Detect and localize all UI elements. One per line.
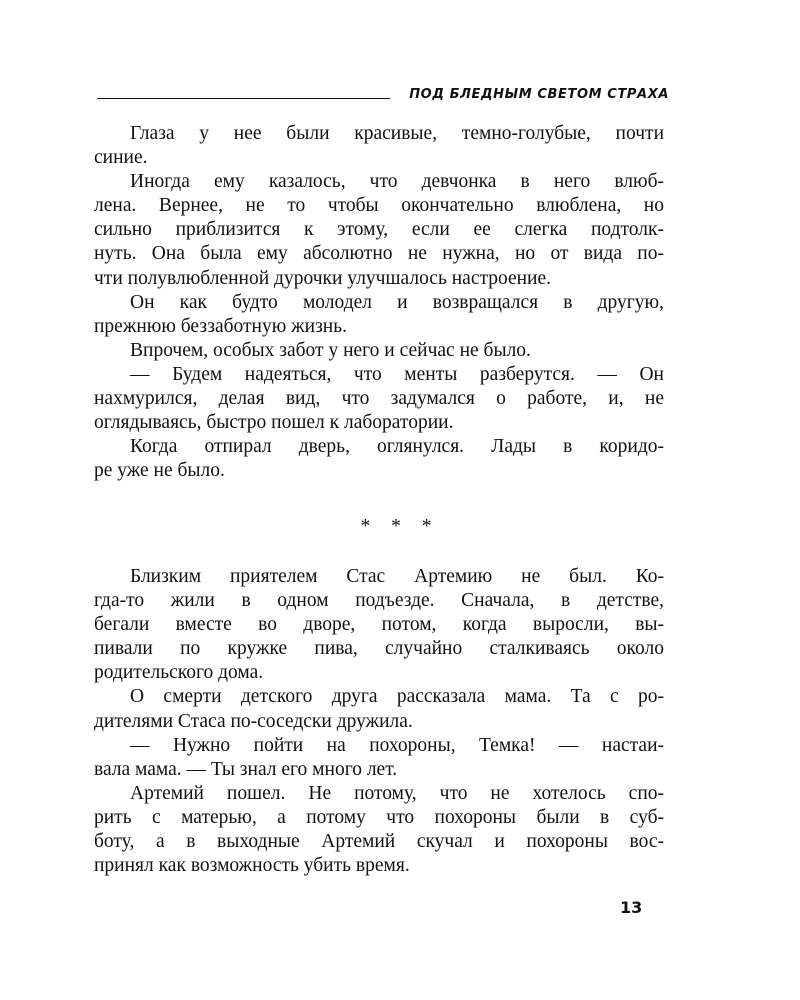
text-line: Иногда ему казалось, что девчонка в него влюб- <box>130 171 664 193</box>
running-header-title: ПОД БЛЕДНЫМ СВЕТОМ СТРАХА <box>409 87 669 102</box>
text-line: лена. Вернее, не то чтобы окончательно влюблена, но <box>94 195 664 217</box>
text-line: пивали по кружке пива, случайно сталкиваясь около <box>94 638 664 660</box>
text-line: гда-то жили в одном подъезде. Сначала, в детстве, <box>94 590 664 612</box>
text-line: ре уже не было. <box>94 460 225 482</box>
text-line: чти полувлюбленной дурочки улучшалось настроение. <box>94 267 552 289</box>
text-line: нуть. Она была ему абсолютно не нужна, но от вида по- <box>94 243 664 265</box>
page-number: 13 <box>620 898 643 917</box>
text-line: синие. <box>94 147 148 169</box>
text-line: Артемий пошел. Не потому, что не хотелось спо- <box>130 782 664 804</box>
text-line: — Нужно пойти на похороны, Темка! — настаи- <box>130 734 664 756</box>
text-line: — Будем надеяться, что менты разберутся. — Он <box>130 363 664 385</box>
text-line: Глаза у нее были красивые, темно-голубые, почти <box>130 123 664 144</box>
text-line: О смерти детского друга рассказала мама. Та с ро- <box>130 686 664 708</box>
text-line: Близким приятелем Стас Артемию не был. Ко- <box>130 566 664 587</box>
text-line: сильно приблизится к этому, если ее слегка подтолк- <box>94 219 664 241</box>
text-line: дителями Стаса по-соседски дружила. <box>94 710 413 732</box>
section-separator: * * * <box>360 516 440 537</box>
text-line: нахмурился, делая вид, что задумался о работе, и, не <box>94 388 664 410</box>
text-line: вала мама. — Ты знал его много лет. <box>94 758 398 780</box>
text-line: родительского дома. <box>94 662 264 684</box>
text-line: рить с матерью, а потому что похороны были в суб- <box>94 806 664 828</box>
text-line: боту, а в выходные Артемий скучал и похороны вос- <box>94 831 664 853</box>
text-line: бегали вместе во дворе, потом, когда выросли, вы- <box>94 614 664 636</box>
running-header <box>97 86 672 106</box>
text-section-1 <box>94 122 664 483</box>
text-line: Впрочем, особых забот у него и сейчас не было. <box>130 339 531 361</box>
text-line: Когда отпирал дверь, оглянулся. Лады в коридо- <box>130 436 664 458</box>
text-line: принял как возможность убить время. <box>94 855 410 877</box>
text-line: прежнюю беззаботную жизнь. <box>94 315 347 337</box>
text-section-2 <box>94 565 664 878</box>
header-rule <box>97 98 390 99</box>
text-line: оглядываясь, быстро пошел к лаборатории. <box>94 412 454 434</box>
text-line: Он как будто молодел и возвращался в другую, <box>130 291 664 313</box>
